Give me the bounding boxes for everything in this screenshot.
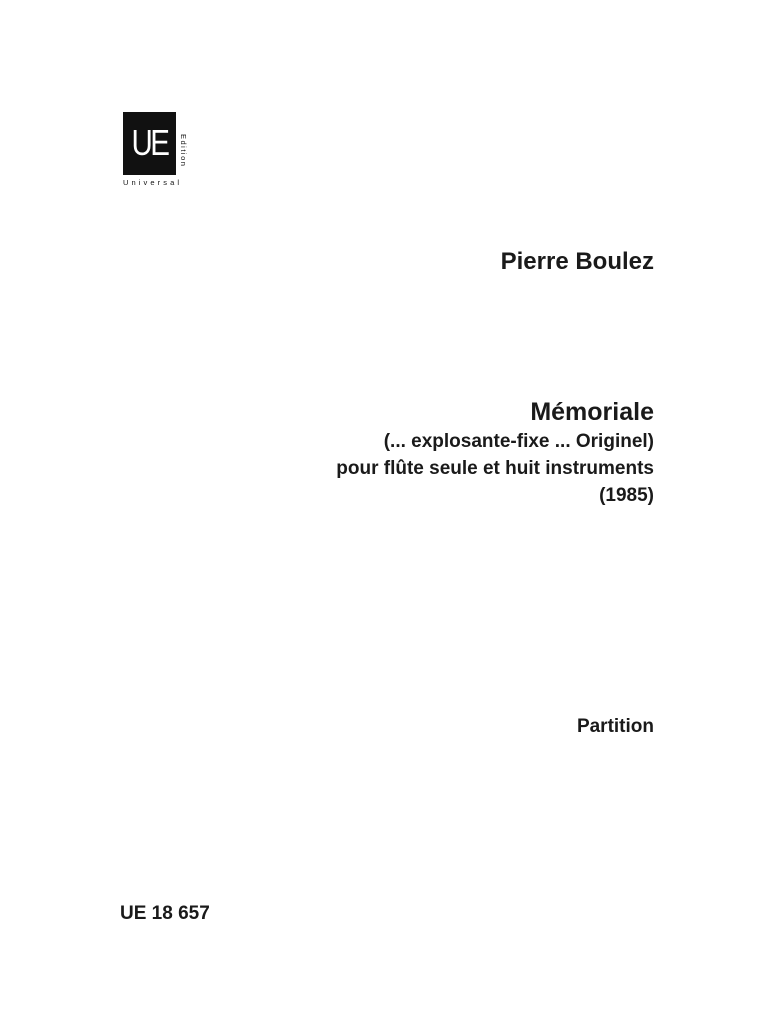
- publisher-logo: [123, 112, 197, 194]
- edition-designation: Partition: [576, 716, 654, 737]
- work-title: Mémoriale: [530, 398, 654, 426]
- logo-mark: UE: [131, 122, 168, 163]
- logo-universal-text: Universal: [123, 178, 183, 187]
- logo-edition-text: Edition: [179, 134, 188, 168]
- composer-name: Pierre Boulez: [500, 248, 654, 275]
- logo-box: [123, 112, 176, 175]
- catalog-number: UE 18 657: [120, 903, 210, 924]
- work-subtitle: (... explosante-fixe ... Originel): [383, 431, 654, 452]
- work-year: (1985): [599, 485, 654, 506]
- work-instrumentation: pour flûte seule et huit instruments: [336, 458, 654, 479]
- work-title-block: [336, 396, 654, 509]
